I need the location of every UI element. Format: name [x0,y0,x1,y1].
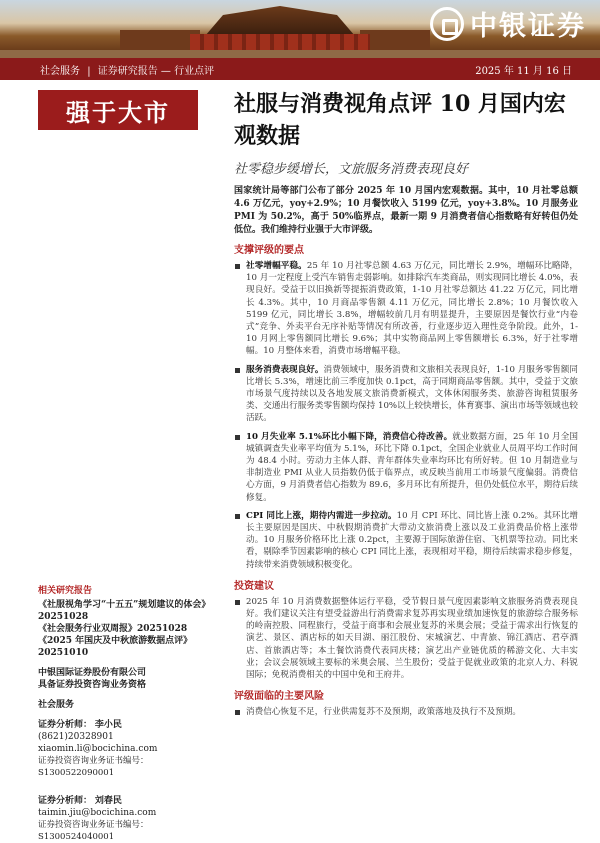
report-date: 2025 年 11 月 16 日 [475,65,572,77]
analyst-1-name: 李小民 [94,720,122,730]
company-name: 中银国际证券股份有限公司 [38,668,147,678]
analyst-1-cert: 证券投资咨询业务证书编号：S1300522090001 [38,756,149,778]
key-points-list [234,260,578,571]
analyst-2 [38,795,216,807]
meta-category-industry: 社会服务 [40,65,80,77]
analyst-1-phone: (8621)20328901 [38,732,114,742]
analyst-2-email[interactable]: taimin.jiu@bocichina.com [38,808,157,818]
advice-list [234,596,578,681]
related-report-2[interactable]: 《社会服务行业双周报》20251028 [38,624,188,634]
meta-bar [0,58,600,80]
bullet-item: 2025 年 10 月消费数据整体运行平稳，受节假日景气度因素影响文旅服务消费表现良好。我们建议关注有望受益游出行消费需求复苏再实现业绩加速恢复的旅游综合服务标的岭南控股、同程旅行，受益于商事和会展业复苏的米奥会展；受益于需求出行恢复的演艺、景区、酒店标的如天目湖、丽江股份、宋城演艺、中青旅、锦江酒店、君亭酒店、首旅酒店等；本土餐饮消费代表同庆楼；演艺出产业链优质的稀游文化、大丰实业；会议会展领域主要标的米奥会展、兰生股份；受益于促就业政策的北京人力、科锐国际；免税消费相关的中国中免和王府井。 [234,596,578,681]
related-report-1[interactable]: 《社服视角学习“十五五”规划建议的体会》20251028 [38,600,211,622]
industry-label: 社会服务 [38,700,75,710]
report-summary: 国家统计局等部门公布了部分 2025 年 10 月国内宏观数据。其中，10 月社零总额 4.6 万亿元，yoy+2.9%；10 月餐饮收入 5199 亿元，yoy+3.8%。10 月服务业 PMI 为 50.2%，高于 50%临界点，最新一期 9 月消费者信心指数略有好转但仍处低位。我们维持行业强于大市评级。 [234,186,578,235]
brand-name: 中银证券 [470,11,586,42]
bullet-item: 社零增幅平稳。25 年 10 月社零总额 4.63 万亿元，同比增长 2.9%，增幅环比略降，10 月一定程度上受汽车销售走弱影响。如排除汽车类商品，则实现同比增长 4.0%，表现良好。受益于以旧换新等提振消费政策，1-10 月社零总额达 41.22 万亿元，同比增长 4.3%。其中，10 月商品零售额 4.11 万亿元，同比增长 2.8%；10 月餐饮收入 5199 亿元，同比增长 3.8%，增幅较前几月有明显提升，主要原因是餐饮行业“内卷式”竞争、外卖平台无序补贴等情况有所改善，行业逐步迈入理性竞争阶段。此外，1-10 月网上零售额同比增长 9.6%；其中实物商品网上零售额增长 6.3%，好于社零增幅。10 月整体来看，消费市场增幅平稳。 [234,260,578,358]
bullet-item: 10 月失业率 5.1%环比小幅下降，消费信心待改善。就业数据方面，25 年 10 月全国城镇调查失业率平均值为 5.1%，环比下降 0.1pct，全国企业就业人员周平均工作时间为 48.4 小时。劳动力主体人群、青年群体失业率均环比有所好转。但 10 月制造业与非制造业 PMI 从业人员指数仍低于临界点，或反映当前用工市场景气度偏弱。消费信心方面，9 月消费者信心指数为 89.6，多月环比有所提升，但仍处低位水平，期待后续修复。 [234,431,578,504]
risks-list [234,706,578,718]
section-key-points: 支撑评级的要点 [234,245,304,256]
report-title: 社服与消费视角点评 10 月国内宏观数据 [234,91,566,149]
meta-separator: | [87,65,91,77]
analyst-2-name: 刘春民 [94,796,122,806]
left-column [0,80,217,842]
section-risks: 评级面临的主要风险 [234,691,324,703]
related-reports-title: 相关研究报告 [38,586,93,596]
boc-logo-icon [430,7,464,41]
main-column [234,80,578,725]
report-subtitle: 社零稳步缓增长，文旅服务消费表现良好 [234,162,469,177]
analyst-2-cert: 证券投资咨询业务证书编号：S1300524040001 [38,820,149,842]
analyst-1 [38,719,216,731]
sidebar-info [38,585,216,843]
meta-categories [40,62,218,77]
license-text: 具备证券投资咨询业务资格 [38,680,147,690]
rating-badge: 强于大市 [38,90,198,130]
related-report-3[interactable]: 《2025 年国庆及中秋旅游数据点评》20251010 [38,636,193,658]
banner-ground [0,50,600,58]
section-advice: 投资建议 [234,580,274,592]
brand-logo [430,4,586,43]
header-banner [0,0,600,58]
meta-category-report: 证券研究报告 — 行业点评 [97,65,215,77]
bullet-item: 消费信心恢复不足，行业供需复苏不及预期，政策落地及执行不及预期。 [234,706,578,718]
bullet-item: 服务消费表现良好。消费领域中，服务消费和文旅相关表现良好，1-10 月服务零售额同比增长 5.3%，增速比前三季度加快 0.1pct，高于同期商品零售额。其中，受益于文旅市场景气度持续以及各地发展文旅消费新模式，文体休闲服务类、旅游咨询租赁服务类、交通出行服务类零售额均保持 10%以上较快增长，体育赛事、演出市场等领域也较活跃。 [234,364,578,425]
analyst-2-label: 证券分析师： [38,796,93,806]
analyst-1-label: 证券分析师： [38,720,93,730]
bullet-item: CPI 同比上涨，期待内需进一步拉动。10 月 CPI 环比、同比皆上涨 0.2%。其环比增长主要原因是国庆、中秋假期消费扩大带动文旅消费上涨以及工业消费品价格上涨带动。10 月服务价格环比上涨 0.2pct，主要源于国际旅游住宿、飞机票等拉动。同比来看，剔除季节因素影响的核心 CPI 同比上涨，表现相对平稳，期待后续需求稳步修复，持续带来消费领域积极变化。 [234,510,578,571]
banner-roof [205,6,355,36]
analyst-1-email[interactable]: xiaomin.li@bocichina.com [38,744,158,754]
